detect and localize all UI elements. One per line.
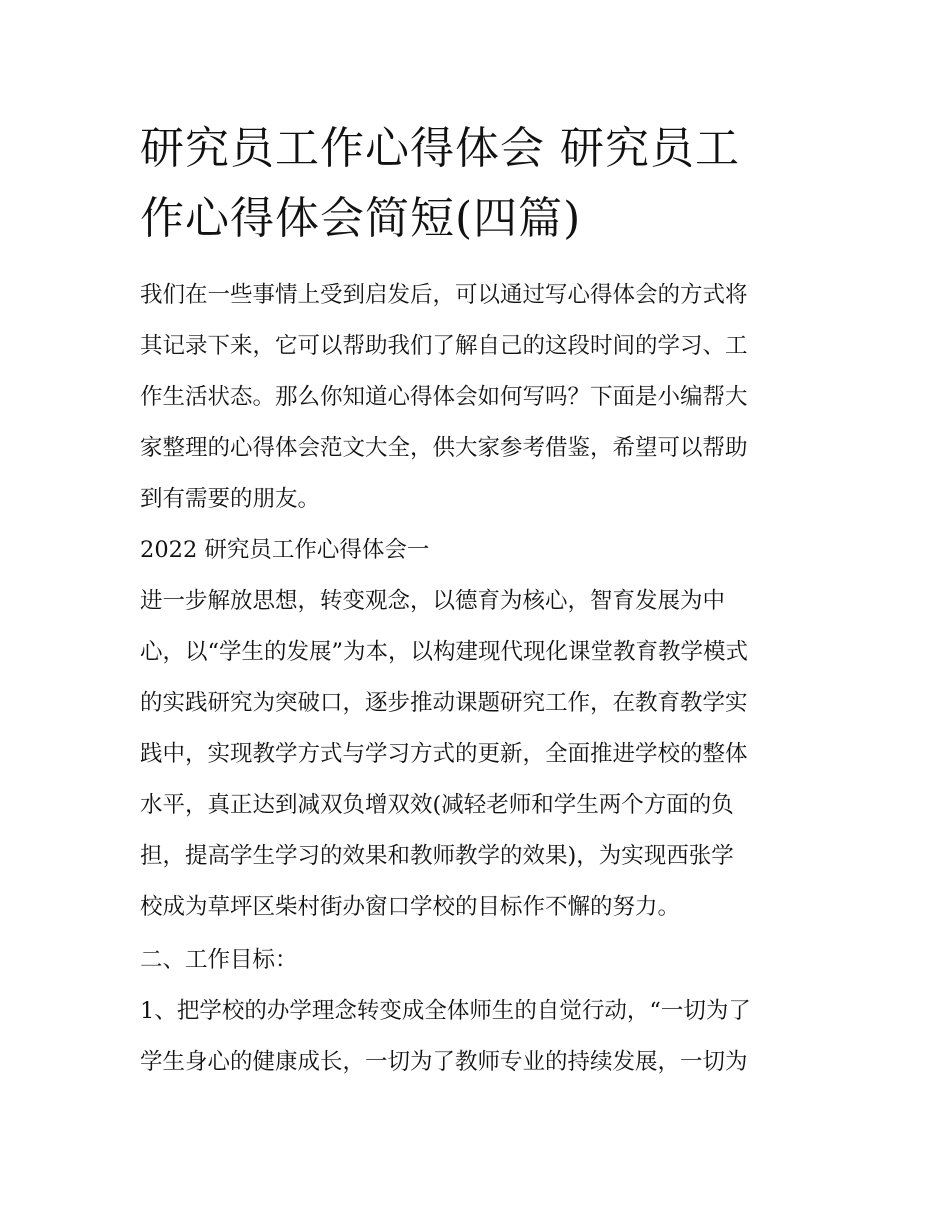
intro-line: 家整理的心得体会范文大全，供大家参考借鉴，希望可以帮助 (140, 435, 748, 461)
body-line: 心，以“学生的发展”为本，以构建现代现化课堂教育教学模式 (140, 639, 749, 665)
intro-paragraph (140, 270, 815, 525)
body-line: 校成为草坪区柴村街办窗口学校的目标作不懈的努力。 (140, 894, 681, 920)
goal-line: 1、把学校的办学理念转变成全体师生的自觉行动，“一切为了 (140, 998, 751, 1024)
body-line: 的实践研究为突破口，逐步推动课题研究工作，在教育教学实 (140, 690, 748, 716)
body-line: 践中，实现教学方式与学习方式的更新，全面推进学校的整体 (140, 741, 748, 767)
intro-line: 到有需要的朋友。 (140, 486, 321, 512)
work-goals-heading: 二、工作目标： (140, 947, 298, 973)
goals-paragraph (140, 986, 815, 1088)
intro-line: 作生活状态。那么你知道心得体会如何写吗？下面是小编帮大 (140, 384, 748, 410)
body-paragraph (140, 576, 815, 933)
section-heading: 2022 研究员工作心得体会一 (140, 537, 430, 563)
body-line: 担，提高学生学习的效果和教师教学的效果)，为实现西张学 (140, 843, 734, 869)
body-line: 水平，真正达到减双负增双效(减轻老师和学生两个方面的负 (140, 792, 734, 818)
title-line-2: 作心得体会简短(四篇) (140, 193, 582, 244)
intro-line: 我们在一些事情上受到启发后，可以通过写心得体会的方式将 (140, 282, 748, 308)
body-line: 进一步解放思想，转变观念，以德育为核心，智育发展为中 (140, 588, 726, 614)
title-line-1: 研究员工作心得体会 研究员工 (140, 123, 740, 174)
intro-line: 其记录下来，它可以帮助我们了解自己的这段时间的学习、工 (140, 333, 748, 359)
goal-line: 学生身心的健康成长，一切为了教师专业的持续发展，一切为 (140, 1049, 748, 1075)
document-page (140, 114, 815, 1088)
document-title (140, 114, 810, 254)
